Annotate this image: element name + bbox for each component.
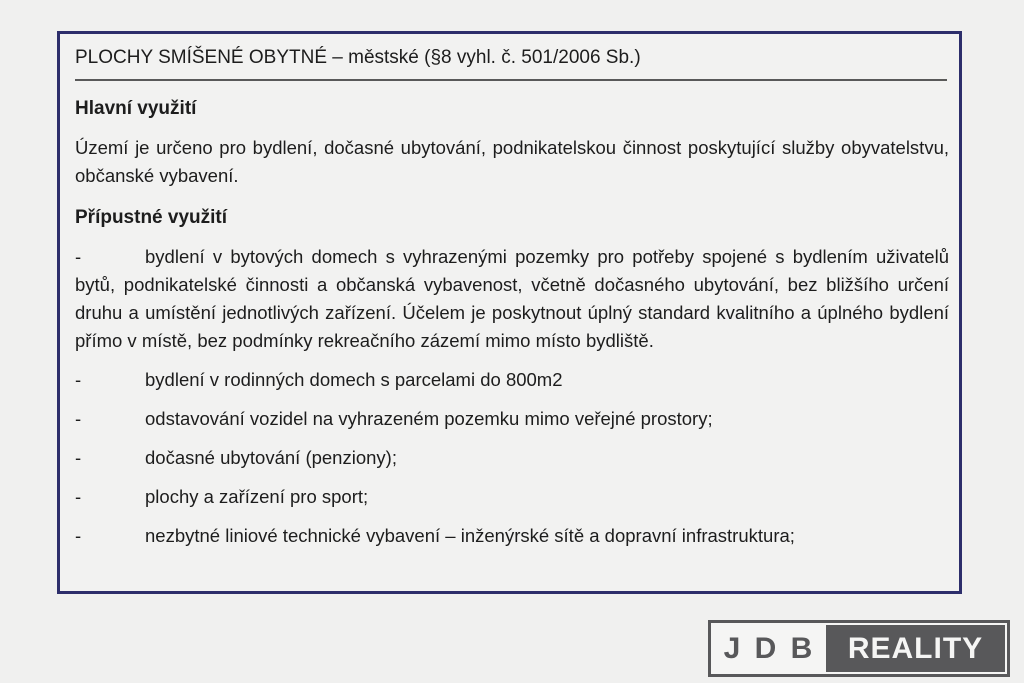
bullet-marker: - xyxy=(75,408,82,429)
section-heading-permissible-use: Přípustné využití xyxy=(75,207,228,228)
logo-jdb-text: J D B xyxy=(723,631,816,665)
section-heading-main-use: Hlavní využití xyxy=(75,98,197,119)
bullet-text: odstavování vozidel na vyhrazeném pozemku mimo veřejné prostory; xyxy=(145,408,713,429)
document-panel xyxy=(57,31,962,594)
bullet-marker: - xyxy=(75,246,82,267)
bullet-text: dočasné ubytování (penziony); xyxy=(145,447,397,468)
bullet-marker: - xyxy=(75,525,82,546)
jdb-reality-logo xyxy=(708,620,1010,677)
bullet-item-vehicle-parking xyxy=(75,405,949,433)
bullet-marker: - xyxy=(75,369,82,390)
bullet-item-temporary-accommodation xyxy=(75,444,949,472)
bullet-marker: - xyxy=(75,486,82,507)
document-title: PLOCHY SMÍŠENÉ OBYTNÉ – městské (§8 vyhl. č. 501/2006 Sb.) xyxy=(75,46,947,81)
bullet-item-technical-infrastructure xyxy=(75,522,949,550)
bullet-marker: - xyxy=(75,447,82,468)
bullet-text: bydlení v bytových domech s vyhrazenými pozemky pro potřeby spojené s bydlením uživatelů bytů, podnikatelské činnosti a občanská vybavenost, včetně dočasného ubytování, bez bližšího určení druhu a umístění jednotlivých zařízení. Účelem je poskytnout úplný standard kvalitního a úplného bydlení přímo v místě, bez podmínky rekreačního zázemí mimo místo bydliště. xyxy=(75,246,949,351)
bullet-text: bydlení v rodinných domech s parcelami do 800m2 xyxy=(145,369,563,390)
bullet-item-sport-areas xyxy=(75,483,949,511)
bullet-item-apartment-housing xyxy=(75,243,949,355)
bullet-text: plochy a zařízení pro sport; xyxy=(145,486,369,507)
main-use-paragraph: Území je určeno pro bydlení, dočasné ubytování, podnikatelskou činnost poskytující služby obyvatelstvu, občanské vybavení. xyxy=(75,137,949,186)
bullet-text: nezbytné liniové technické vybavení – inženýrské sítě a dopravní infrastruktura; xyxy=(145,525,795,546)
logo-reality-text: REALITY xyxy=(826,625,1005,672)
bullet-item-family-houses xyxy=(75,366,949,394)
